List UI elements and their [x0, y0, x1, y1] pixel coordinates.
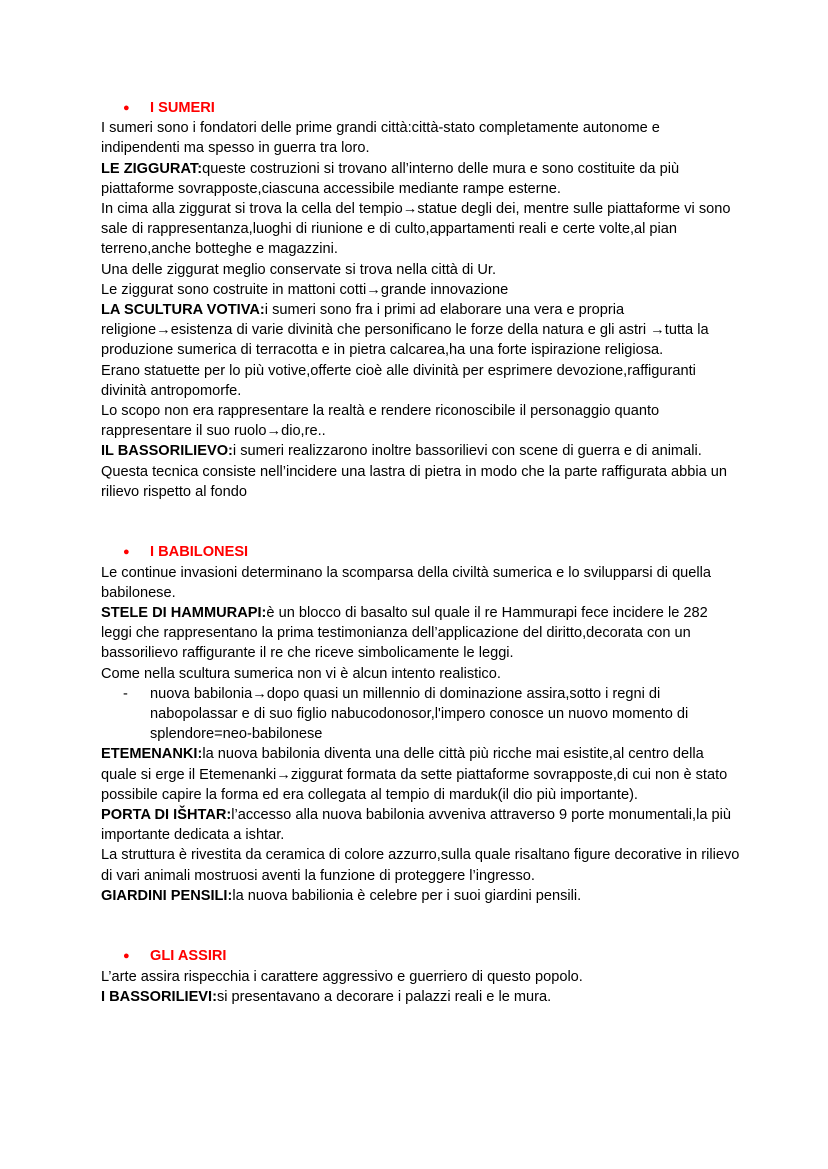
term-label: LA SCULTURA VOTIVA: — [101, 302, 265, 319]
paragraph: Questa tecnica consiste nell’incidere una lastra di pietra in modo che la parte raffigurata abbia un rilievo rispetto al fondo — [101, 463, 728, 500]
term-label: LE ZIGGURAT: — [101, 160, 203, 177]
term-text: si presentavano a decorare i palazzi reali e le mura. — [216, 988, 552, 1005]
term-text: la nuova babilionia è celebre per i suoi giardini pensili. — [232, 887, 582, 904]
list-item-text: nuova babilonia→dopo quasi un millennio di dominazione assira,sotto i regni di nabopolassar e di suo figlio nabucodonosor,l'impero conosce un nuovo momento di splendore=neo-babilonese — [150, 685, 689, 743]
paragraph: Erano statuette per lo più votive,offerte cioè alle divinità per esprimere devozione,raffiguranti divinità antropomorfe. — [101, 362, 696, 399]
spacer — [101, 502, 741, 542]
paragraph — [101, 987, 741, 1007]
term-text: i sumeri realizzarono inoltre bassorilievi con scene di guerra e di animali. — [232, 443, 702, 460]
paragraph: L’arte assira rispecchia i carattere aggressivo e guerriero di questo popolo. — [101, 968, 583, 985]
section-heading-assiri — [101, 946, 741, 966]
section-heading-sumeri — [101, 98, 741, 118]
document-content — [101, 98, 741, 1007]
term-text: l’accesso alla nuova babilonia avveniva attraverso 9 porte monumentali,la più importante dedicata a ishtar. — [101, 807, 731, 844]
paragraph: Una delle ziggurat meglio conservate si trova nella città di Ur. — [101, 261, 497, 278]
paragraph — [101, 744, 741, 805]
term-text: è un blocco di basalto sul quale il re Hammurapi fece incidere le 282 leggi che rappresentano la prima testimonianza dell’applicazione del diritto,decorata con un bassorilievo raffigurante il re che riceve simbolicamente le leggi. — [101, 605, 708, 662]
paragraph: La struttura è rivestita da ceramica di colore azzurro,sulla quale risaltano figure decorative in rilievo di vari animali mostruosi aventi la funzione di proteggere l’ingresso. — [101, 847, 740, 884]
paragraph — [101, 441, 741, 461]
bullet-icon: ● — [123, 546, 130, 559]
term-label: PORTA DI IŠHTAR: — [101, 807, 232, 824]
bullet-icon: ● — [123, 950, 130, 963]
term-label: ETEMENANKI: — [101, 746, 203, 763]
term-label: I BASSORILIEVI: — [101, 988, 217, 1005]
paragraph — [101, 603, 741, 664]
paragraph — [101, 159, 741, 199]
heading-text: GLI ASSIRI — [150, 948, 227, 965]
paragraph: In cima alla ziggurat si trova la cella del tempio→statue degli dei, mentre sulle piattaforme vi sono sale di rappresentanza,luoghi di riunione e di culto,appartamenti reali e certe volte,al pian terreno,anche botteghe e magazzini. — [101, 201, 731, 258]
paragraph — [101, 300, 741, 361]
paragraph: Le continue invasioni determinano la scomparsa della civiltà sumerica e lo svilupparsi di quella babilonese. — [101, 564, 712, 601]
term-label: GIARDINI PENSILI: — [101, 887, 233, 904]
paragraph — [101, 886, 741, 906]
section-heading-babilonesi — [101, 542, 741, 562]
term-label: IL BASSORILIEVO: — [101, 443, 233, 460]
spacer — [101, 906, 741, 946]
paragraph — [101, 805, 741, 845]
paragraph: Lo scopo non era rappresentare la realtà e rendere riconoscibile il personaggio quanto rappresentare il suo ruolo→dio,re.. — [101, 403, 660, 440]
dash-list-item — [101, 684, 741, 745]
heading-text: I SUMERI — [150, 100, 215, 116]
term-text: i sumeri sono fra i primi ad elaborare una vera e propria religione→esistenza di varie divinità che personificano le forze della natura e gli astri →tutta la produzione sumerica di terracotta e in pietra calcarea,ha una forte ispirazione religiosa. — [101, 302, 709, 359]
dash-marker: - — [123, 685, 128, 702]
heading-text: I BABILONESI — [150, 544, 249, 561]
bullet-icon: ● — [123, 102, 130, 114]
paragraph: Come nella scultura sumerica non vi è alcun intento realistico. — [101, 665, 501, 682]
term-text: queste costruzioni si trovano all’interno delle mura e sono costituite da più piattaforme sovrapposte,ciascuna accessibile mediante rampe esterne. — [101, 160, 680, 197]
term-text: la nuova babilonia diventa una delle città più ricche mai esistite,al centro della quale si erge il Etemenanki→ziggurat formata da sette piattaforme sovrapposte,di cui non è stato possibile capire la forma ed era collegata al tempio di marduk(il dio più importante). — [101, 746, 728, 803]
paragraph: I sumeri sono i fondatori delle prime grandi città:città-stato completamente autonome e indipendenti ma spesso in guerra tra loro. — [101, 120, 660, 157]
paragraph: Le ziggurat sono costruite in mattoni cotti→grande innovazione — [101, 281, 509, 298]
term-label: STELE DI HAMMURAPI: — [101, 605, 267, 622]
